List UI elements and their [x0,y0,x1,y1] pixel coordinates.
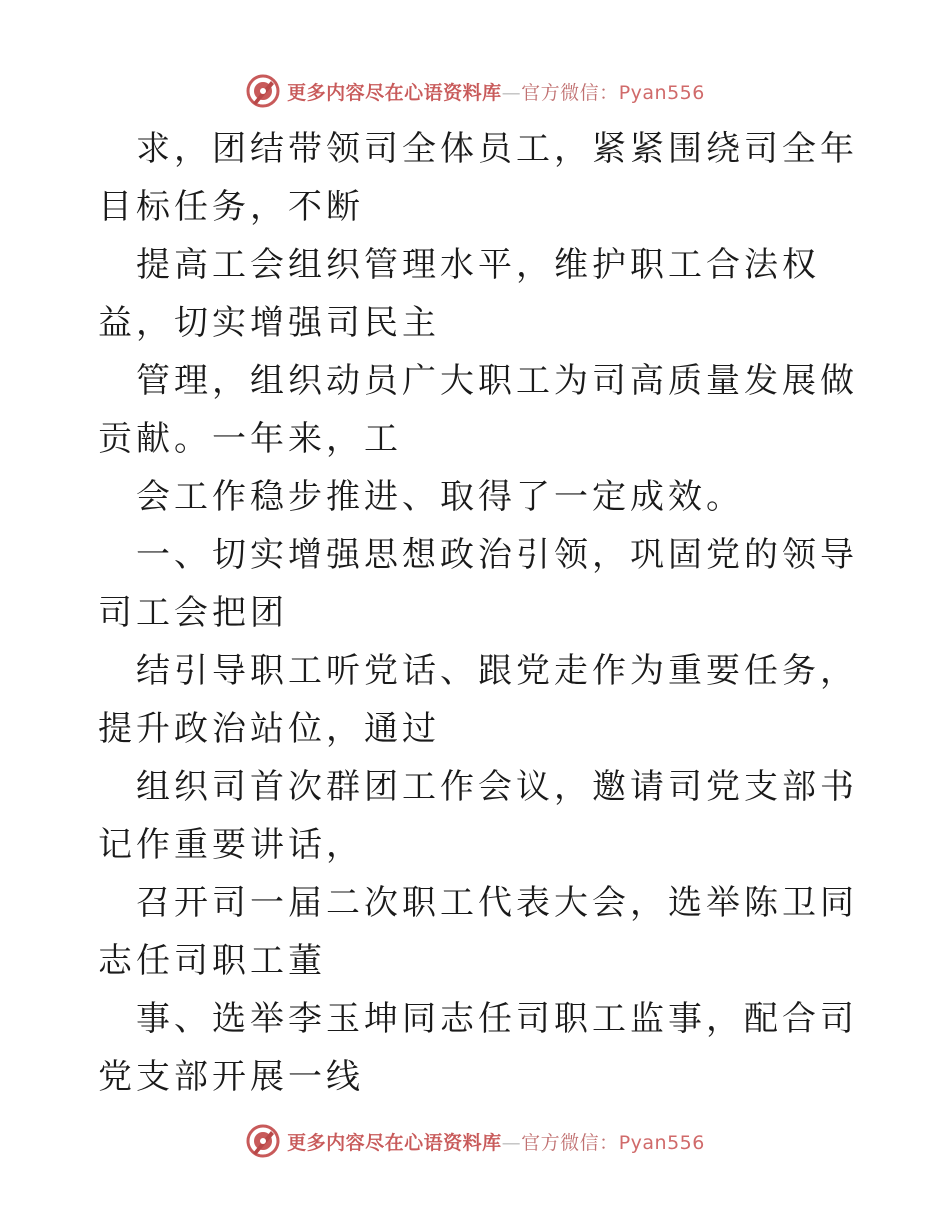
paragraph: 组织司首次群团工作会议，邀请司党支部书记作重要讲话， [98,767,858,865]
paragraph: 结引导职工听党话、跟党走作为重要任务，提升政治站位，通过 [98,651,858,749]
watermark-text [287,78,705,105]
paragraph: 召开司一届二次职工代表大会，选举陈卫同志任司职工董 [98,883,858,981]
watermark-wechat-label: 官方微信： [521,81,619,104]
document-body [98,120,896,1106]
paragraph: 管理，组织动员广大职工为司高质量发展做贡献。一年来，工 [98,361,858,459]
watermark-text [287,1128,705,1155]
paragraph: 提高工会组织管理水平，维护职工合法权益，切实增强司民主 [98,245,820,343]
quill-seal-icon [245,73,281,109]
header-watermark [0,69,950,113]
watermark-brand: 更多内容尽在心语资料库 [287,81,502,104]
watermark-brand: 更多内容尽在心语资料库 [287,1131,502,1154]
quill-seal-icon [245,1123,281,1159]
paragraph: 会工作稳步推进、取得了一定成效。 [136,477,744,517]
watermark-wechat-label: 官方微信： [521,1131,619,1154]
watermark-dash: — [501,1131,522,1154]
watermark-wechat-id: Pyan556 [618,81,705,104]
paragraph: 一、切实增强思想政治引领，巩固党的领导 司工会把团 [98,535,896,633]
footer-watermark [0,1119,950,1163]
paragraph: 求，团结带领司全体员工，紧紧围绕司全年目标任务，不断 [98,129,858,227]
watermark-dash: — [501,81,522,104]
paragraph: 事、选举李玉坤同志任司职工监事，配合司党支部开展一线 [98,999,858,1097]
watermark-wechat-id: Pyan556 [618,1131,705,1154]
